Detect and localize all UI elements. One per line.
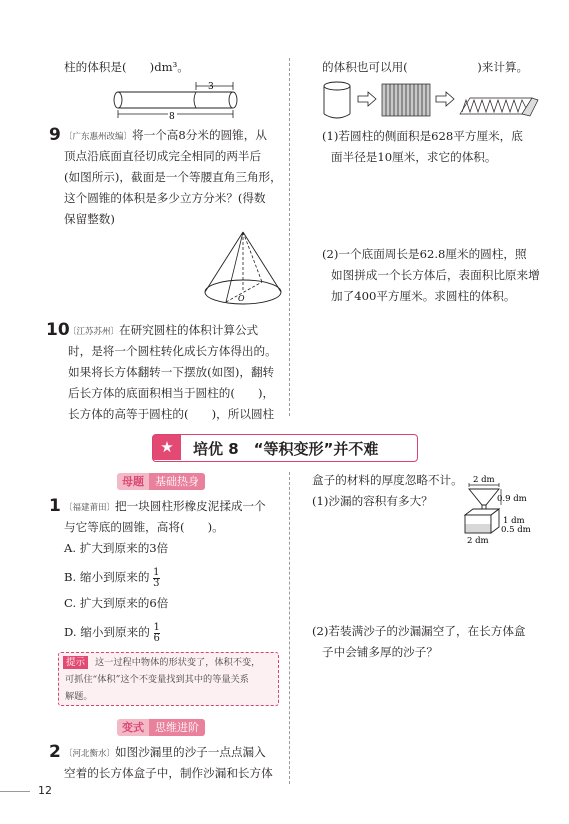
q2-line-2: 空着的长方体盒子中，制作沙漏和长方体 — [64, 766, 273, 780]
q10-text-1: 在研究圆柱的体积计算公式 — [119, 323, 259, 337]
fraction-numerator: 1 — [153, 566, 160, 578]
hint-box — [58, 652, 279, 706]
q10-line-4: 后长方体的底面积相当于圆柱的( )， — [68, 386, 275, 400]
q10-part1-line-2: 面半径是10厘米，求它的体积。 — [331, 150, 497, 164]
hint-line-3: 解题。 — [65, 691, 93, 702]
q9-source: 〔广东惠州改编〕 — [64, 132, 133, 142]
mother-question-tag — [117, 473, 205, 490]
variant-tag-label: 变式 — [122, 721, 144, 734]
fraction-denominator: 6 — [153, 632, 160, 644]
q2-part2-line-1: (2)若装满沙子的沙漏漏空了，在长方体盒 — [312, 624, 526, 638]
mother-tag-subtitle: 基础热身 — [149, 473, 205, 490]
q2-line-1 — [64, 744, 266, 762]
q10-line-3: 如果将长方体翻转一下摆放(如图)，翻转 — [68, 365, 275, 379]
question-number-10: 10 — [46, 320, 70, 340]
hint-line-1: 这一过程中物体的形状变了，体积不变， — [95, 657, 261, 668]
q1-source: 〔福建莆田〕 — [64, 503, 116, 513]
cylinder-rod-figure — [108, 80, 238, 122]
dim-8-label: 8 — [169, 112, 175, 122]
q9-line-3: (如图所示)，截面是一个等腰直角三角形， — [64, 170, 282, 184]
q9-text-1: 将一个高8分米的圆锥，从 — [132, 128, 267, 142]
section-title: 培优 8 “等积变形”并不难 — [193, 440, 379, 458]
q1-line-1 — [64, 498, 266, 516]
q1-option-d-text: D. 缩小到原来的 — [64, 625, 150, 639]
question-number-1: 1 — [49, 496, 61, 516]
q2-text-1: 如图沙漏里的沙子一点点漏入 — [115, 745, 266, 759]
column-divider-top — [289, 58, 290, 416]
dim-box-width-label: 2 dm — [467, 536, 489, 545]
section-banner — [152, 434, 418, 462]
prev-question-tail: 柱的体积是( )dm³。 — [64, 60, 189, 74]
q2-source: 〔河北衡水〕 — [64, 749, 116, 759]
question-number-2: 2 — [49, 742, 61, 762]
dim-box-height-label: 1 dm — [503, 516, 525, 526]
dim-3-label: 3 — [208, 82, 214, 92]
q9-line-5: 保留整数) — [64, 212, 115, 226]
q9-line-2: 顶点沿底面直径切成完全相同的两半后 — [64, 149, 262, 163]
variant-question-tag — [117, 719, 205, 736]
q10-continuation: 的体积也可以用( )来计算。 — [322, 60, 529, 74]
q10-part2-line-1: (2)一个底面周长是62.8厘米的圆柱，照 — [322, 247, 527, 261]
dim-top-label: 2 dm — [473, 475, 495, 485]
hourglass-box-figure — [455, 473, 559, 545]
q10-part2-line-3: 加了400平方厘米。求圆柱的体积。 — [331, 289, 516, 303]
q10-source: 〔江苏苏州〕 — [68, 327, 120, 337]
cylinder-to-cuboid-figure — [320, 78, 545, 122]
dim-height-label: 0.9 dm — [497, 494, 527, 504]
q10-part1-line-1: (1)若圆柱的侧面积是628平方厘米，底 — [322, 129, 523, 143]
q1-option-d — [64, 620, 160, 644]
q1-option-c: C. 扩大到原来的6倍 — [64, 596, 169, 610]
q1-text-1: 把一块圆柱形橡皮泥揉成一个 — [115, 499, 266, 513]
q1-option-b-text: B. 缩小到原来的 — [64, 570, 150, 584]
q9-line-1 — [64, 127, 267, 145]
variant-tag-subtitle: 思维进阶 — [149, 719, 205, 736]
footer-rule — [0, 791, 30, 792]
fraction-one-third — [153, 568, 159, 589]
cone-center-label: O — [238, 294, 245, 303]
star-icon: ★ — [153, 435, 181, 460]
hint-line-2: 可抓住“体积”这个不变量找到其中的等量关系 — [65, 674, 249, 685]
page-number: 12 — [38, 784, 52, 797]
dim-sand-label: 0.5 dm — [501, 525, 531, 535]
q2-continuation-line: 盒子的材料的厚度忽略不计。 — [312, 473, 463, 487]
q9-line-4: 这个圆锥的体积是多少立方分米？(得数 — [64, 191, 266, 205]
q1-line-2: 与它等底的圆锥，高将( )。 — [64, 520, 224, 534]
mother-tag-label: 母题 — [122, 475, 144, 488]
q2-part2-line-2: 子中会铺多厚的沙子？ — [322, 645, 438, 659]
q1-option-a: A. 扩大到原来的3倍 — [64, 541, 169, 555]
fraction-denominator: 3 — [153, 577, 160, 589]
q1-option-b — [64, 565, 160, 589]
cone-figure — [198, 228, 290, 312]
column-divider-bottom — [289, 472, 290, 784]
question-number-9: 9 — [49, 125, 61, 145]
fraction-numerator: 1 — [153, 621, 160, 633]
hint-label: 提示 — [63, 656, 88, 669]
fraction-one-sixth — [154, 623, 160, 644]
q10-line-2: 时，是将一个圆柱转化成长方体得出的。 — [68, 344, 277, 358]
q10-part2-line-2: 如图拼成一个长方体后，表面积比原来增 — [331, 268, 540, 282]
q10-line-1 — [68, 322, 258, 340]
q10-line-5: 长方体的高等于圆柱的( )，所以圆柱 — [68, 407, 275, 421]
q2-part1: (1)沙漏的容积有多大？ — [312, 494, 433, 508]
